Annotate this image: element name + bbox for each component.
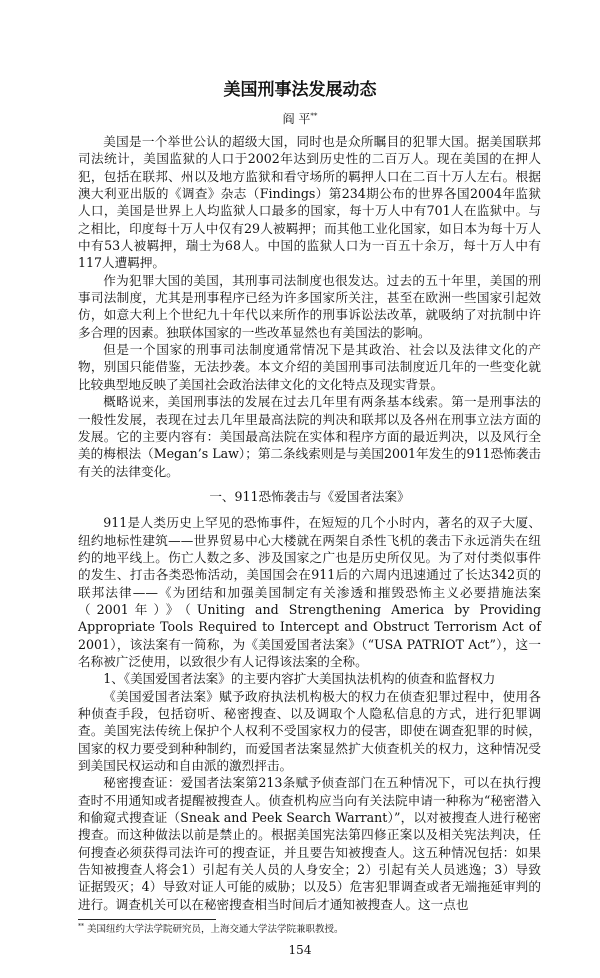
author-footnote-mark: ** [310,112,318,120]
paragraph: 911是人类历史上罕见的恐怖事件，在短短的几个小时内，著名的双子大厦、纽约地标性建筑——世界贸易中心大楼就在两架自杀性飞机的袭击下永远消失在纽约的地平线上。伤亡人数之多、涉及国家之广也是历史所仅见。为了对付类似事件的发生、打击各类恐怖活动，美国国会在911后的六周内迅速通过了长达342页的联邦法律——《为团结和加强美国制定有关渗透和摧毁恐怖主义必要措施法案（2001年）》（Uniting and Strengthening America by Providing Appropriate Tools Required to Intercept and Obstruct Terrorism Act of 2001），该法案有一简称，为《美国爱国者法案》（“USA PATRIOT Act”），这一名称被广泛使用，以致很少有人记得该法案的全称。 [78,515,541,669]
paragraph: 美国是一个举世公认的超级大国，同时也是众所瞩目的犯罪大国。据美国联邦司法统计，美国监狱的人口于2002年达到历史性的二百万人。现在美国的在押人犯，包括在联邦、州以及地方监狱和看守场所的羁押人口在二百十万人左右。根据澳大利亚出版的《调查》杂志（Findings）第234期公布的世界各国2004年监狱人口，美国是世界上人均监狱人口最多的国家，每十万人中有701人在监狱中。与之相比，印度每十万人中仅有29人被羁押；而其他工业化国家，如日本为每十万人中有53人被羁押，瑞士为68人。中国的监狱人口为一百五十余万，每十万人中有117人遭羁押。 [78,134,541,271]
paragraph: 秘密搜查证：爱国者法案第213条赋予侦查部门在五种情况下，可以在执行搜查时不用通知或者提醒被搜查人。侦查机构应当向有关法院申请一种称为“秘密潜入和偷窥式搜查证（Sneak and Peek Search Warrant）”，以对被搜查人进行秘密搜查。而这种做法以前是禁止的。根据美国宪法第四修正案以及相关宪法判决，任何搜查必须获得司法许可的搜查证，并且要告知被搜查人。这五种情况包括：如果告知被搜查人将会1）引起有关人员的人身安全；2）引起有关人员逃逸；3）导致证据毁灭；4）导致对证人可能的威胁；以及5）危害犯罪调查或者无端拖延审判的进行。调查机关可以在秘密搜查相当时间后才通知被搜查人。这一点也 [78,775,541,912]
article-body [78,133,541,913]
footnote-mark: ** [78,922,84,930]
paragraph: 作为犯罪大国的美国，其刑事司法制度也很发达。过去的五十年里，美国的刑事司法制度，尤其是刑事程序已经为许多国家所关注，甚至在欧洲一些国家引起效仿，如意大利上个世纪九十年代以来所作的刑事诉讼法改革，就吸纳了对抗制中许多合理的因素。独联体国家的一些改革显然也有美国法的影响。 [78,272,541,340]
footnote-text: 美国纽约大学法学院研究员，上海交通大学法学院兼职教授。 [87,924,344,936]
paragraph: 《美国爱国者法案》赋予政府执法机构极大的权力在侦查犯罪过程中，使用各种侦查手段，包括窃听、秘密搜查、以及调取个人隐私信息的方式，进行犯罪调查。美国宪法传统上保护个人权利不受国家权力的侵害，即使在调查犯罪的时候，国家的权力要受到种种制约，而爱国者法案显然扩大侦查机关的权力，这种情况受到美国民权运动和自由派的激烈抨击。 [78,688,541,774]
page-title: 美国刑事法发展动态 [223,80,377,100]
page-number: 154 [288,943,312,958]
paragraph: 概略说来，美国刑事法的发展在过去几年里有两条基本线索。第一是刑事法的一般性发展，表现在过去几年里最高法院的判决和联邦以及各州在刑事立法方面的发展。它的主要内容有：美国最高法院在实体和程序方面的最近判决，以及风行全美的梅根法（Megan’s Law）；第二条线索则是与美国2001年发生的911恐怖袭击有关的法律变化。 [78,394,541,479]
footnote-divider [78,919,216,920]
author-name: 阎 平 [282,112,311,126]
section-heading: 一、911恐怖袭击与《爱国者法案》 [209,488,410,504]
subsection-heading: 1、《美国爱国者法案》的主要内容扩大美国执法机构的侦查和监督权力 [103,671,496,687]
author-line [0,111,600,127]
paragraph: 但是一个国家的刑事司法制度通常情况下是其政治、社会以及法律文化的产物，别国只能借鉴，无法抄袭。本文介绍的美国刑事司法制度近几年的一些变化就比较典型地反映了美国社会政治法律文化的文化特点及现实背景。 [78,342,541,392]
footnote [78,923,541,936]
